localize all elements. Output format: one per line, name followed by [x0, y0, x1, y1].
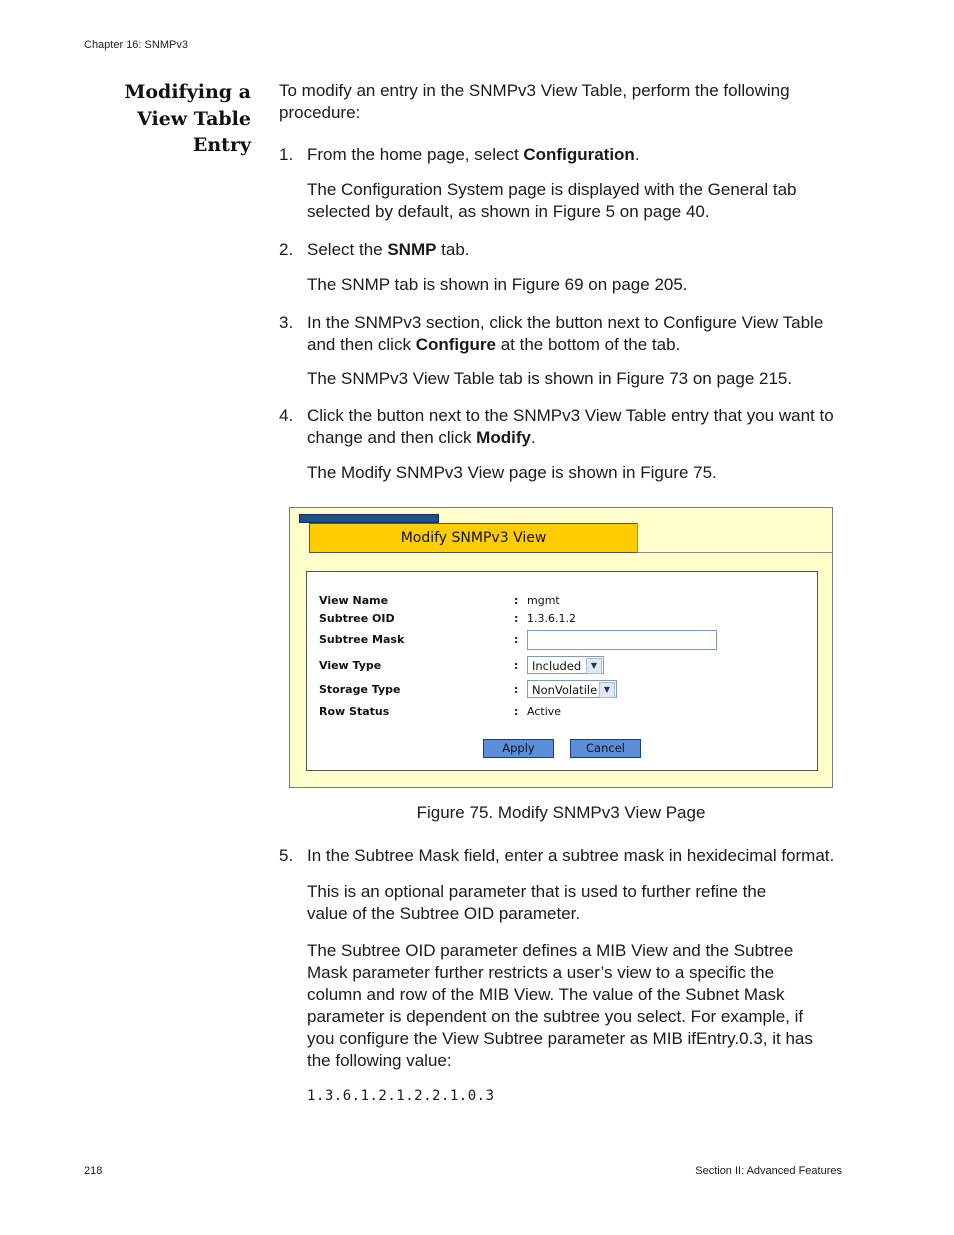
- tab-modify-snmpv3-view[interactable]: Modify SNMPv3 View: [309, 523, 638, 553]
- apply-button[interactable]: Apply: [483, 739, 554, 758]
- chevron-down-icon[interactable]: ▼: [586, 658, 602, 674]
- step-text: In the SNMPv3 section, click the button next to Configure View Table and then click Configure at the bottom of the tab.: [307, 313, 824, 354]
- step-note: This is an optional parameter that is used to further refine the value of the Subtree OID parameter.: [307, 882, 767, 923]
- step-note: The SNMPv3 View Table tab is shown in Figure 73 on page 215.: [307, 369, 793, 388]
- chevron-down-icon[interactable]: ▼: [599, 682, 615, 698]
- code-sample: 1.3.6.1.2.1.2.2.1.0.3: [307, 1088, 495, 1104]
- step-number: 3.: [279, 313, 294, 332]
- colon: :: [514, 705, 519, 718]
- row-status-value: Active: [527, 705, 562, 718]
- running-footer: Section II: Advanced Features: [695, 1165, 842, 1177]
- step-text: Select the SNMP tab.: [307, 240, 470, 259]
- step-note: The SNMP tab is shown in Figure 69 on page 205.: [307, 275, 688, 294]
- section-heading: [100, 79, 251, 159]
- subtree-mask-input[interactable]: [527, 630, 717, 650]
- section-heading-line: Modifying a: [124, 81, 251, 103]
- step-number: 2.: [279, 240, 294, 259]
- subtree-oid-label: Subtree OID: [319, 612, 395, 625]
- intro-paragraph: To modify an entry in the SNMPv3 View Table, perform the following procedure:: [279, 81, 790, 122]
- view-type-label: View Type: [319, 659, 382, 672]
- figure-screenshot: [289, 507, 833, 788]
- colon: :: [514, 659, 519, 672]
- colon: :: [514, 594, 519, 607]
- subtree-mask-label: Subtree Mask: [319, 633, 405, 646]
- tab-divider: [637, 552, 832, 553]
- storage-type-selected: NonVolatile: [532, 683, 598, 697]
- storage-type-select[interactable]: [527, 680, 617, 698]
- step-text: In the Subtree Mask field, enter a subtree mask in hexidecimal format.: [307, 846, 835, 865]
- step-text: From the home page, select Configuration.: [307, 145, 640, 164]
- tab-divider: [637, 523, 638, 553]
- step-text: Click the button next to the SNMPv3 View Table entry that you want to change and then click Modify.: [307, 406, 834, 447]
- step-number: 5.: [279, 846, 294, 865]
- step-number: 4.: [279, 406, 294, 425]
- view-type-selected: Included: [532, 659, 582, 673]
- cancel-button[interactable]: Cancel: [570, 739, 641, 758]
- view-name-value: mgmt: [527, 594, 560, 607]
- view-type-select[interactable]: [527, 656, 604, 674]
- figure-caption: Figure 75. Modify SNMPv3 View Page: [416, 803, 706, 822]
- colon: :: [514, 612, 519, 625]
- step-number: 1.: [279, 145, 294, 164]
- colon: :: [514, 683, 519, 696]
- running-header: Chapter 16: SNMPv3: [84, 39, 188, 51]
- step-note: The Modify SNMPv3 View page is shown in Figure 75.: [307, 463, 717, 482]
- section-heading-line: View Table: [137, 107, 251, 130]
- view-name-label: View Name: [319, 594, 389, 607]
- tab-strip: [299, 514, 439, 523]
- subtree-oid-value: 1.3.6.1.2: [527, 612, 576, 625]
- step-note: The Subtree OID parameter defines a MIB View and the Subtree Mask parameter further restricts a user’s view to a specific the column and row of the MIB View. The value of the Subnet Mask parameter is dependent on the subtree you select. For example, if you configure the View Subtree parameter as MIB ifEntry.0.3, it has the following value:: [307, 941, 813, 1070]
- page-number: 218: [84, 1165, 103, 1177]
- section-heading-line: Entry: [192, 134, 251, 156]
- row-status-label: Row Status: [319, 705, 390, 718]
- colon: :: [514, 633, 519, 646]
- storage-type-label: Storage Type: [319, 683, 401, 696]
- step-note: The Configuration System page is displayed with the General tab selected by default, as shown in Figure 5 on page 40.: [307, 180, 797, 221]
- form-panel: [306, 571, 818, 771]
